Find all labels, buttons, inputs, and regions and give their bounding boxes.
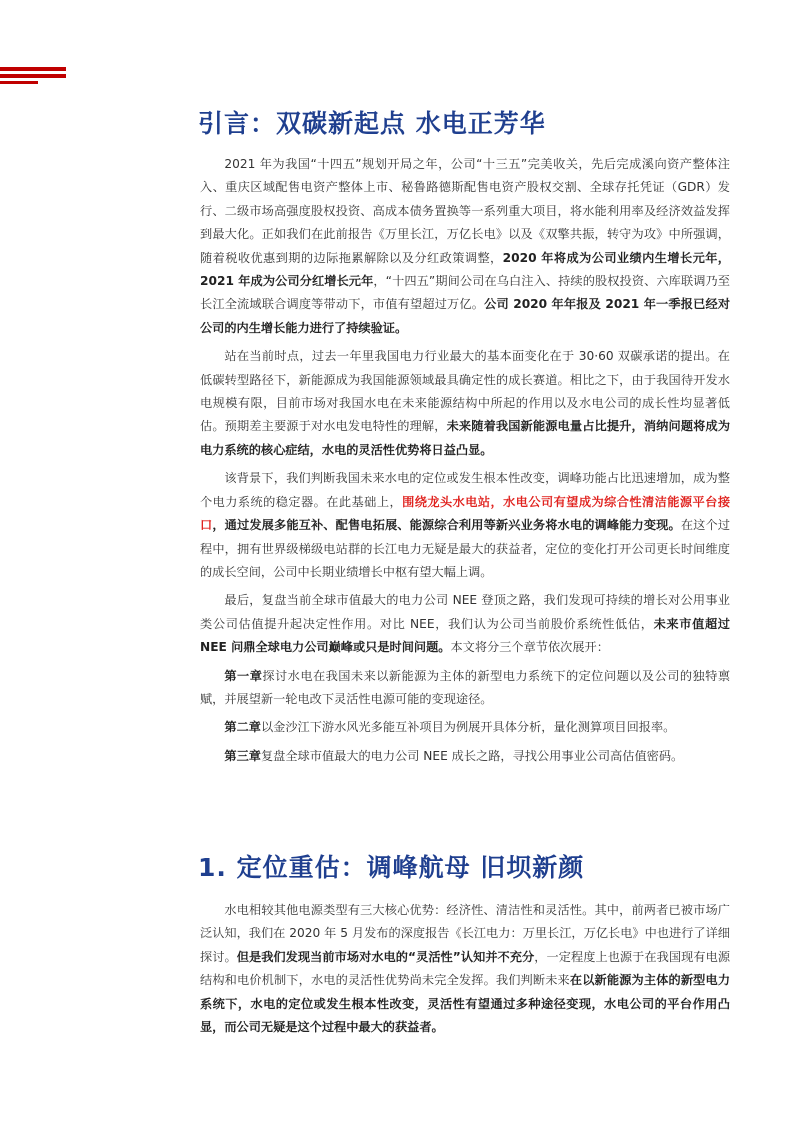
- header-accent-bar: [0, 81, 38, 84]
- text-run: 复盘全球市值最大的电力公司 NEE 成长之路，寻找公用事业公司高估值密码。: [260, 748, 684, 763]
- bold-text: 未来随着我国新能源电量占比提升，消纳问题将成为电力系统的核心症结，水电的灵活性优势将日益凸显。: [200, 419, 731, 457]
- bold-text: 公司 2020 年年报及 2021 年一季报已经对公司的内生增长能力进行了持续验证。: [200, 297, 731, 335]
- bold-text: 在以新能源为主体的新型电力系统下，水电的定位或发生根本性改变，灵活性有望通过多种途径变现，水电公司的平台作用凸显，而公司无疑是这个过程中最大的获益者。: [200, 973, 731, 1035]
- text-run: 水电相较其他电源类型有三大核心优势：经济性、清洁性和灵活性。其中，前两者已被市场广泛认知，我们在 2020 年 5 月发布的深度报告《长江电力：万里长江，万亿长电》中也进行了详细探讨。: [200, 903, 730, 964]
- bold-text: 第三章: [224, 748, 261, 763]
- text-run: 以金沙江下游水风光多能互补项目为例展开具体分析，量化测算项目回报率。: [260, 720, 676, 735]
- text-run: 在这个过程中，拥有世界级梯级电站群的长江电力无疑是最大的获益者，定位的变化打开公司更长时间维度的成长空间，公司中长期业绩增长中枢有望大幅上调。: [200, 518, 731, 579]
- text-run: ，“十四五”期间公司在乌白注入、持续的股权投资、六库联调乃至长江全流域联合调度等带动下，市值有望超过万亿。: [200, 274, 730, 312]
- text-run: 2021 年为我国“十四五”规划开局之年，公司“十三五”完美收关，先后完成溪向资产整体注入、重庆区域配售电资产整体上市、秘鲁路德斯配售电资产股权交割、全球存托凭证（GDR）发行、二级市场高强度股权投资、高成本债务置换等一系列重大项目，将水能利用率及经济效益发挥到最大化。正如我们在此前报告《万里长江，万亿长电》以及《双擎共振，转守为攻》中所强调，随着税收优惠到期的边际拖累解除以及分红政策调整，: [200, 157, 730, 265]
- body-paragraph: [200, 899, 730, 1039]
- header-accent-bar: [0, 67, 66, 71]
- bold-text: 但是我们发现当前市场对水电的“灵活性”认知并不充分: [236, 949, 535, 964]
- intro-heading: 引言：双碳新起点 水电正芳华: [198, 109, 546, 138]
- section-1-body: [200, 899, 730, 1044]
- intro-body: [200, 153, 730, 773]
- text-run: ，一定程度上也源于在我国现有电源结构和电价机制下，水电的灵活性优势尚未完全发挥。我们判断未来: [200, 949, 731, 988]
- header-accent-bar: [0, 74, 66, 78]
- body-paragraph: [200, 745, 730, 768]
- text-run: 该背景下，我们判断我国未来水电的定位或发生根本性改变，调峰功能占比迅速增加，成为整个电力系统的稳定器。在此基础上，: [200, 471, 730, 509]
- section-1-heading: 1. 定位重估：调峰航母 旧坝新颜: [198, 853, 585, 882]
- body-paragraph: [200, 716, 730, 739]
- text-run: 探讨水电在我国未来以新能源为主体的新型电力系统下的定位问题以及公司的独特禀赋，并展望新一轮电改下灵活性电源可能的变现途径。: [200, 668, 731, 706]
- bold-text: 第一章: [224, 668, 263, 683]
- body-paragraph: [200, 467, 730, 584]
- bold-text: 2020 年将成为公司业绩内生增长元年，2021 年成为公司分红增长元年: [200, 250, 730, 289]
- body-paragraph: [200, 589, 730, 659]
- body-paragraph: [200, 153, 730, 340]
- text-run: 站在当前时点，过去一年里我国电力行业最大的基本面变化在于 30·60 双碳承诺的提出。在低碳转型路径下，新能源成为我国能源领域最具确定性的成长赛道。相比之下，由于我国待开发水电规模有限，目前市场对我国水电在未来能源结构中所起的作用以及水电公司的成长性均显著低估。预期差主要源于对水电发电特性的理解，: [200, 349, 730, 434]
- bold-text: ，通过发展多能互补、配售电拓展、能源综合利用等新兴业务将水电的调峰能力变现。: [212, 518, 681, 533]
- bold-text: 未来市值超过 NEE 问鼎全球电力公司巅峰或只是时间问题。: [200, 616, 730, 655]
- highlight-text: 围绕龙头水电站，水电公司有望成为综合性清洁能源平台接口: [200, 494, 731, 533]
- text-run: 最后，复盘当前全球市值最大的电力公司 NEE 登顶之路，我们发现可持续的增长对公用事业类公司估值提升起决定性作用。对比 NEE，我们认为公司当前股价系统性低估，: [200, 593, 730, 631]
- body-paragraph: [200, 345, 730, 462]
- body-paragraph: [200, 665, 730, 712]
- bold-text: 第二章: [224, 720, 261, 735]
- text-run: 本文将分三个章节依次展开：: [450, 640, 609, 655]
